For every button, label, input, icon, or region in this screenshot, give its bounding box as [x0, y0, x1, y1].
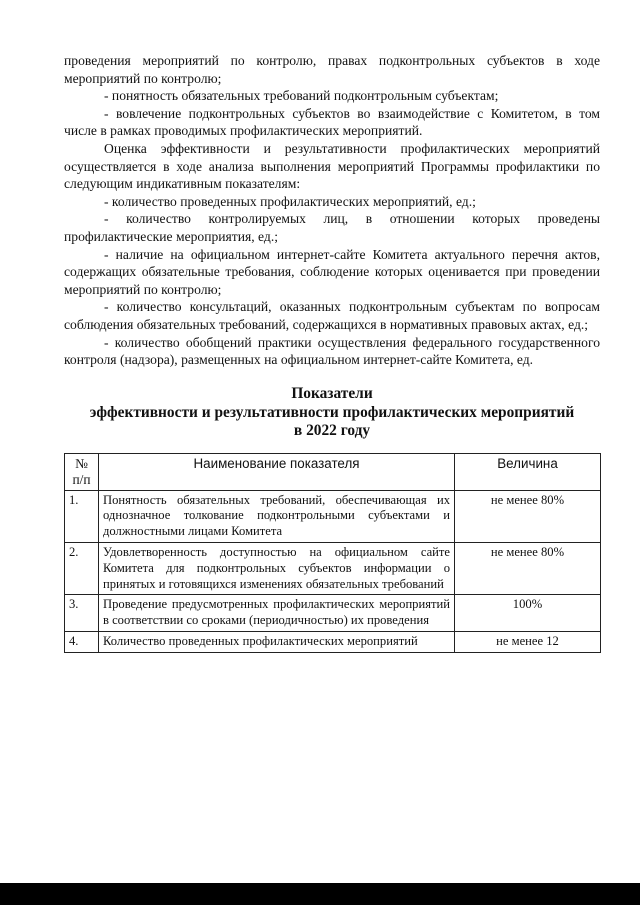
table-header-row [65, 454, 601, 491]
scan-border-bottom [0, 883, 640, 905]
paragraph: - вовлечение подконтрольных субъектов во взаимодействие с Комитетом, в том числе в рамках проводимых профилактических мероприятий. [64, 105, 600, 139]
paragraph: - понятность обязательных требований подконтрольным субъектам; [104, 88, 499, 104]
title-line: в 2022 году [293, 422, 371, 439]
header-value: Величина [455, 454, 601, 491]
paragraph: проведения мероприятий по контролю, правах подконтрольных субъектов в ходе мероприятий по контролю; [64, 53, 600, 86]
header-num: № п/п [65, 454, 99, 491]
row-value: не менее 12 [455, 631, 601, 652]
row-name: Удовлетворенность доступностью на официальном сайте Комитета для подконтрольных субъектов информации о принятых и готовящихся изменениях обязательных требований [99, 542, 455, 594]
row-name: Количество проведенных профилактических мероприятий [99, 631, 455, 652]
title-line: эффективности и результативности профилактических мероприятий [89, 403, 575, 421]
header-name: Наименование показателя [99, 454, 455, 491]
paragraph: - наличие на официальном интернет-сайте Комитета актуального перечня актов, содержащих обязательные требования, соблюдение которых оценивается при проведении мероприятий по контролю; [64, 246, 600, 297]
table-row [65, 631, 601, 652]
row-num: 2. [65, 542, 99, 594]
row-num: 4. [65, 631, 99, 652]
paragraph: - количество контролируемых лиц, в отношении которых проведены профилактические мероприятия, ед.; [64, 211, 600, 244]
title-line: Показатели [291, 385, 373, 402]
paragraph: Оценка эффективности и результативности профилактических мероприятий осуществляется в ходе анализа выполнения мероприятий Программы профилактики по следующим индикативным показателям: [64, 140, 600, 192]
row-value: 100% [455, 595, 601, 632]
paragraph: - количество консультаций, оказанных подконтрольным субъектам по вопросам соблюдения обязательных требований, содержащихся в нормативных правовых актах, ед.; [64, 299, 600, 332]
body-text [64, 52, 600, 369]
row-value: не менее 80% [455, 542, 601, 594]
row-num: 1. [65, 490, 99, 542]
paragraph: - количество проведенных профилактических мероприятий, ед.; [104, 193, 476, 209]
table-row [65, 490, 601, 542]
row-value: не менее 80% [455, 490, 601, 542]
paragraph: - количество обобщений практики осуществления федерального государственного контроля (надзора), размещенных на официальном интернет-сайте Комитета, ед. [64, 334, 600, 368]
table-row [65, 595, 601, 632]
row-name: Понятность обязательных требований, обеспечивающая их однозначное толкование подконтрольными субъектами и должностными лицами Комитета [99, 490, 455, 542]
section-title [64, 385, 600, 441]
row-num: 3. [65, 595, 99, 632]
row-name: Проведение предусмотренных профилактических мероприятий в соответствии со сроками (периодичностью) их проведения [99, 595, 455, 632]
indicators-table [64, 453, 601, 653]
table-row [65, 542, 601, 594]
